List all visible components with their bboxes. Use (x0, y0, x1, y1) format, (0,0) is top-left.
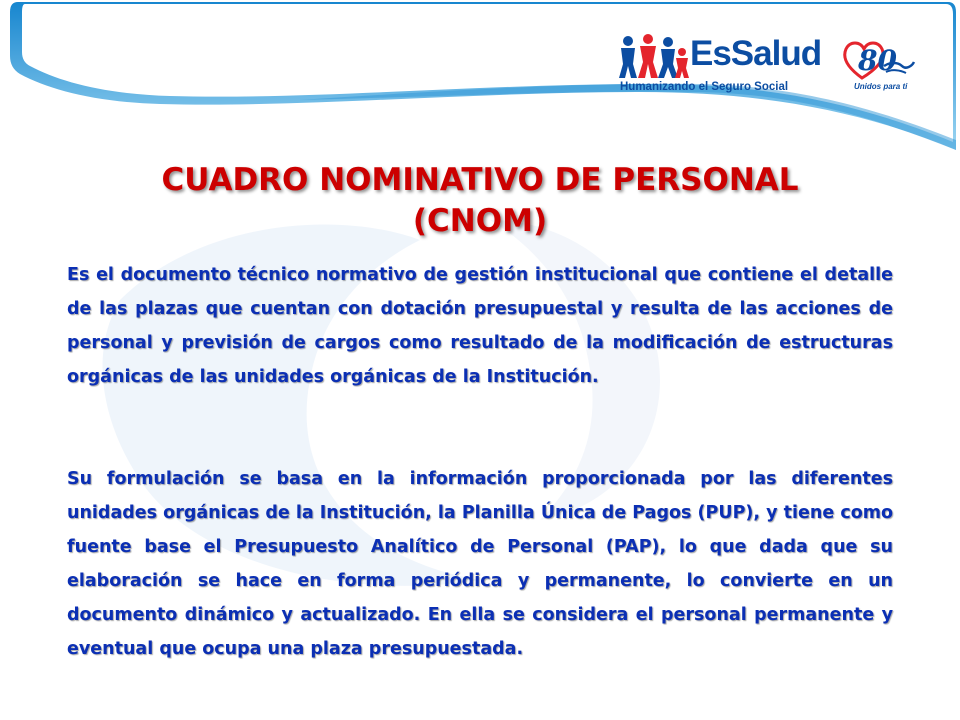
heart-icon (840, 36, 920, 86)
logo-name: EsSalud (690, 34, 822, 73)
title-line-2: (CNOM) (412, 203, 548, 239)
anniversary-tagline: Unidos para ti (854, 82, 908, 91)
anniversary-logo (840, 36, 920, 108)
people-icon (618, 34, 690, 80)
logo-tagline: Humanizando el Seguro Social (620, 81, 789, 93)
paragraph-definition: Es el documento técnico normativo de gestión institucional que contiene el detalle de las plazas que cuentan con dotación presupuestal y resulta de las acciones de personal y previsión de cargos como resultado de la modificación de estructuras orgánicas de las unidades orgánicas de la Institución. (67, 265, 893, 387)
essalud-logo (618, 34, 822, 104)
paragraph-formulation: Su formulación se basa en la información proporcionada por las diferentes unidades orgánicas de la Institución, la Planilla Única de Pagos (PUP), y tiene como fuente base el Presupuesto Analítico de Personal (PAP), lo que dada que su elaboración se hace en forma periódica y permanente, lo convierte en un documento dinámico y actualizado. En ella se considera el personal permanente y eventual que ocupa una plaza presupuestada. (67, 469, 893, 659)
anniversary-number: 80 (858, 44, 897, 77)
page-title (60, 160, 900, 242)
title-line-1: CUADRO NOMINATIVO DE PERSONAL (161, 162, 799, 198)
